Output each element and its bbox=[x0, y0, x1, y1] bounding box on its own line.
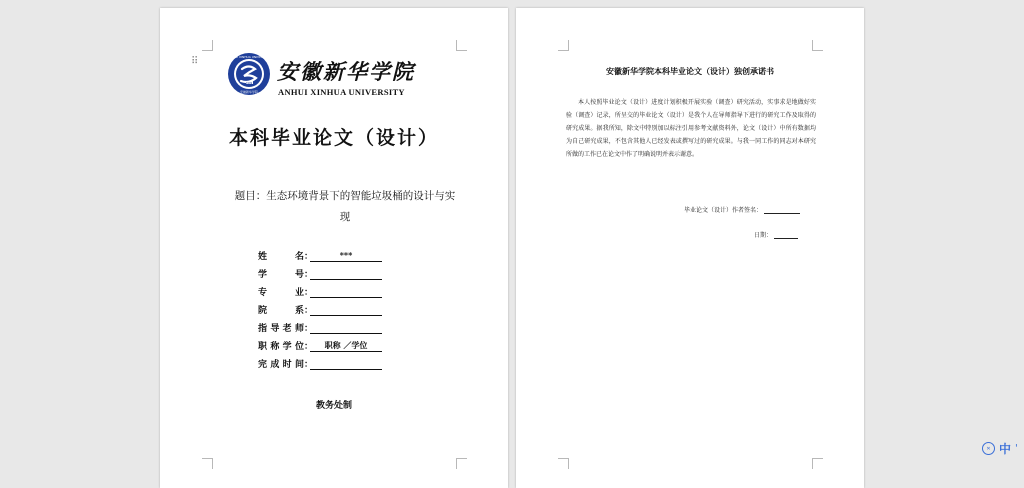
info-label: 专 业 bbox=[258, 288, 304, 298]
info-row-advisor bbox=[258, 316, 382, 334]
author-signature-label: 毕业论文（设计）作者签名： bbox=[684, 207, 763, 214]
ime-language-label[interactable]: 中 bbox=[999, 442, 1012, 456]
issuing-office: 教务处制 bbox=[315, 401, 352, 411]
info-label: 完成时间 bbox=[258, 360, 304, 370]
author-signature-field[interactable] bbox=[764, 205, 800, 214]
document-page-1 bbox=[160, 8, 508, 488]
date-label: 日期： bbox=[754, 232, 773, 239]
declaration-body: 本人按照毕业论文（设计）进度计划积极开展实验（调查）研究活动，实事求是地做好实验（调查）记录，所呈交的毕业论文（设计）是我个人在导师指导下进行的研究工作及取得的研究成果。据我所知，除文中特别加以标注引用参考文献资料外，论文（设计）中所有数据均为自己研究成果，不包含其他人已经发表或撰写过的研究成果。与我一同工作的同志对本研究所做的工作已在论文中作了明确说明并表示谢意。 bbox=[566, 99, 816, 158]
info-label: 姓 名 bbox=[258, 252, 304, 262]
svg-text:安徽新华学院: 安徽新华学院 bbox=[239, 90, 259, 94]
date-row bbox=[754, 230, 798, 239]
document-page-2 bbox=[516, 8, 864, 488]
university-name-cn: 安徽新华学院 bbox=[277, 59, 415, 84]
margin-corner-mark bbox=[558, 40, 569, 51]
info-colon: ： bbox=[304, 306, 314, 316]
student-info-form bbox=[258, 244, 382, 370]
margin-corner-mark bbox=[456, 40, 467, 51]
margin-corner-mark bbox=[558, 458, 569, 469]
info-colon: ： bbox=[304, 288, 314, 298]
margin-corner-mark bbox=[456, 458, 467, 469]
thesis-topic bbox=[230, 186, 460, 228]
topic-line: 题目：生态环境背景下的智能垃圾桶的设计与实 bbox=[234, 190, 456, 202]
university-seal-icon bbox=[227, 52, 271, 96]
info-colon: ： bbox=[304, 342, 314, 352]
info-row-completion-time bbox=[258, 352, 382, 370]
info-label: 院 系 bbox=[258, 306, 304, 316]
info-row-title-degree bbox=[258, 334, 382, 352]
info-field[interactable] bbox=[310, 303, 382, 316]
info-colon: ： bbox=[304, 270, 314, 280]
info-label: 指导老师 bbox=[258, 324, 304, 334]
info-row-major bbox=[258, 280, 382, 298]
info-field[interactable]: *** bbox=[310, 249, 382, 262]
drag-handle-icon[interactable]: ⠿ bbox=[191, 56, 198, 67]
svg-text:ANHUI XINHUA UNIVERSITY: ANHUI XINHUA UNIVERSITY bbox=[228, 55, 270, 59]
university-name-en: ANHUI XINHUA UNIVERSITY bbox=[278, 87, 405, 97]
university-logo bbox=[227, 52, 427, 104]
info-row-name bbox=[258, 244, 382, 262]
info-field[interactable] bbox=[310, 357, 382, 370]
document-title: 本科毕业论文（设计） bbox=[228, 127, 439, 149]
info-label: 职称学位 bbox=[258, 342, 304, 352]
date-field[interactable] bbox=[774, 230, 798, 239]
info-row-department bbox=[258, 298, 382, 316]
margin-corner-mark bbox=[202, 458, 213, 469]
info-colon: ： bbox=[304, 360, 314, 370]
ime-status-widget[interactable] bbox=[982, 440, 1018, 457]
margin-corner-mark bbox=[202, 40, 213, 51]
info-label: 学 号 bbox=[258, 270, 304, 280]
author-signature-row bbox=[684, 205, 800, 214]
topic-line: 现 bbox=[339, 211, 351, 223]
info-field[interactable]: 职称 ／学位 bbox=[310, 339, 382, 352]
info-row-student-id bbox=[258, 262, 382, 280]
info-colon: ： bbox=[304, 324, 314, 334]
ime-mode-icon[interactable]: ✕ bbox=[982, 442, 995, 455]
margin-corner-mark bbox=[812, 40, 823, 51]
info-field[interactable] bbox=[310, 285, 382, 298]
margin-corner-mark bbox=[812, 458, 823, 469]
info-field[interactable] bbox=[310, 267, 382, 280]
svg-text:1999: 1999 bbox=[245, 82, 253, 85]
info-field[interactable] bbox=[310, 321, 382, 334]
declaration-title: 安徽新华学院本科毕业论文（设计）独创承诺书 bbox=[606, 66, 774, 76]
info-colon: ： bbox=[304, 252, 314, 262]
ime-more-icon[interactable]: ' bbox=[1015, 443, 1018, 454]
